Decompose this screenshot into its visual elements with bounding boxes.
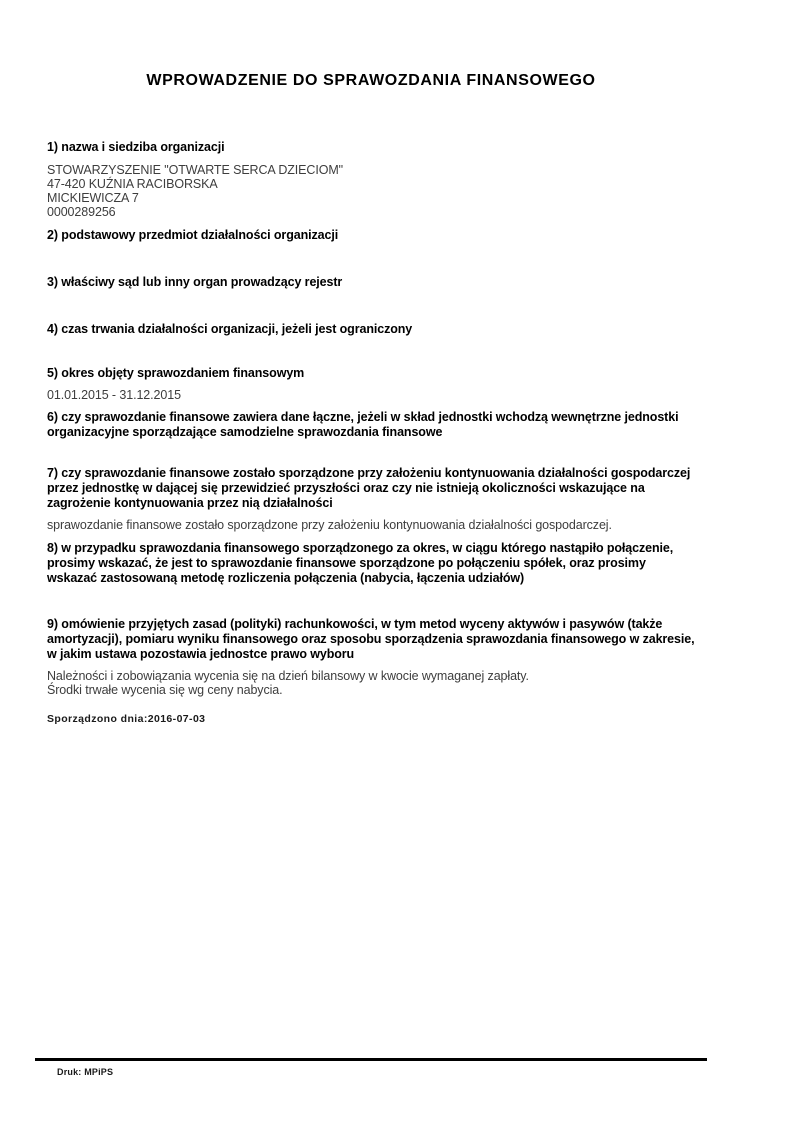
valuation-policy-fixed-assets: Środki trwałe wycenia się wg ceny nabycia. bbox=[47, 683, 283, 697]
section-heading: 3) właściwy sąd lub inny organ prowadzący rejestr bbox=[47, 275, 343, 289]
section-answers bbox=[47, 388, 695, 402]
organization-postal-city: 47-420 KUŹNIA RACIBORSKA bbox=[47, 177, 218, 191]
section-answers bbox=[47, 163, 695, 219]
section-answers bbox=[47, 669, 695, 697]
section-answers bbox=[47, 518, 695, 532]
section-heading: 7) czy sprawozdanie finansowe zostało sporządzone przy założeniu kontynuowania działalności gospodarczej przez jednostkę w dającej się przewidzieć przyszłości oraz czy nie istnieją okoliczności wskazujące na zagrożenie kontynuowania przez nią działalności bbox=[47, 466, 691, 510]
section-2-business-subject bbox=[47, 228, 695, 243]
section-heading: 8) w przypadku sprawozdania finansowego sporządzonego za okres, w ciągu którego nastąpiło połączenie, prosimy wskazać, że jest to sprawozdanie finansowe sporządzone po połączeniu spółek, oraz prosimy wskazać zastosowaną metodę rozliczenia połączenia (nabycia, łączenia udziałów) bbox=[47, 541, 674, 585]
section-heading: 4) czas trwania działalności organizacji, jeżeli jest ograniczony bbox=[47, 322, 413, 336]
page-title: WPROWADZENIE DO SPRAWOZDANIA FINANSOWEGO bbox=[146, 72, 596, 89]
section-heading: 2) podstawowy przedmiot działalności organizacji bbox=[47, 228, 339, 242]
section-heading: 1) nazwa i siedziba organizacji bbox=[47, 140, 225, 154]
section-heading: 5) okres objęty sprawozdaniem finansowym bbox=[47, 366, 305, 380]
section-heading: 6) czy sprawozdanie finansowe zawiera dane łączne, jeżeli w skład jednostki wchodzą wewnętrzne jednostki organizacyjne sporządzające samodzielne sprawozdania finansowe bbox=[47, 410, 679, 439]
reporting-period-value: 01.01.2015 - 31.12.2015 bbox=[47, 388, 181, 402]
valuation-policy-receivables: Należności i zobowiązania wycenia się na dzień bilansowy w kwocie wymaganej zapłaty. bbox=[47, 669, 529, 683]
section-9-accounting-policies bbox=[47, 617, 695, 697]
print-form-label: Druk: MPiPS bbox=[57, 1067, 114, 1077]
going-concern-statement: sprawozdanie finansowe zostało sporządzone przy założeniu kontynuowania działalności gospodarczej. bbox=[47, 518, 612, 532]
section-7-going-concern bbox=[47, 466, 695, 532]
document-content bbox=[47, 0, 695, 726]
organization-krs-number: 0000289256 bbox=[47, 205, 116, 219]
footer-divider bbox=[35, 1058, 707, 1061]
organization-name: STOWARZYSZENIE "OTWARTE SERCA DZIECIOM" bbox=[47, 163, 343, 177]
section-6-aggregated-data bbox=[47, 410, 695, 440]
section-4-duration bbox=[47, 322, 695, 337]
section-8-merger-statement bbox=[47, 541, 695, 586]
section-1-name-and-seat bbox=[47, 140, 695, 219]
section-3-registry-court bbox=[47, 275, 695, 290]
section-heading: 9) omówienie przyjętych zasad (polityki) rachunkowości, w tym metod wyceny aktywów i pasywów (także amortyzacji), pomiaru wyniku finansowego oraz sposobu sporządzenia sprawozdania finansowego w zakresie, w jakim ustawa pozostawia jednostce prawo wyboru bbox=[47, 617, 695, 661]
section-5-reporting-period bbox=[47, 366, 695, 402]
prepared-date-label: Sporządzono dnia:2016-07-03 bbox=[47, 713, 206, 725]
organization-street: MICKIEWICZA 7 bbox=[47, 191, 139, 205]
